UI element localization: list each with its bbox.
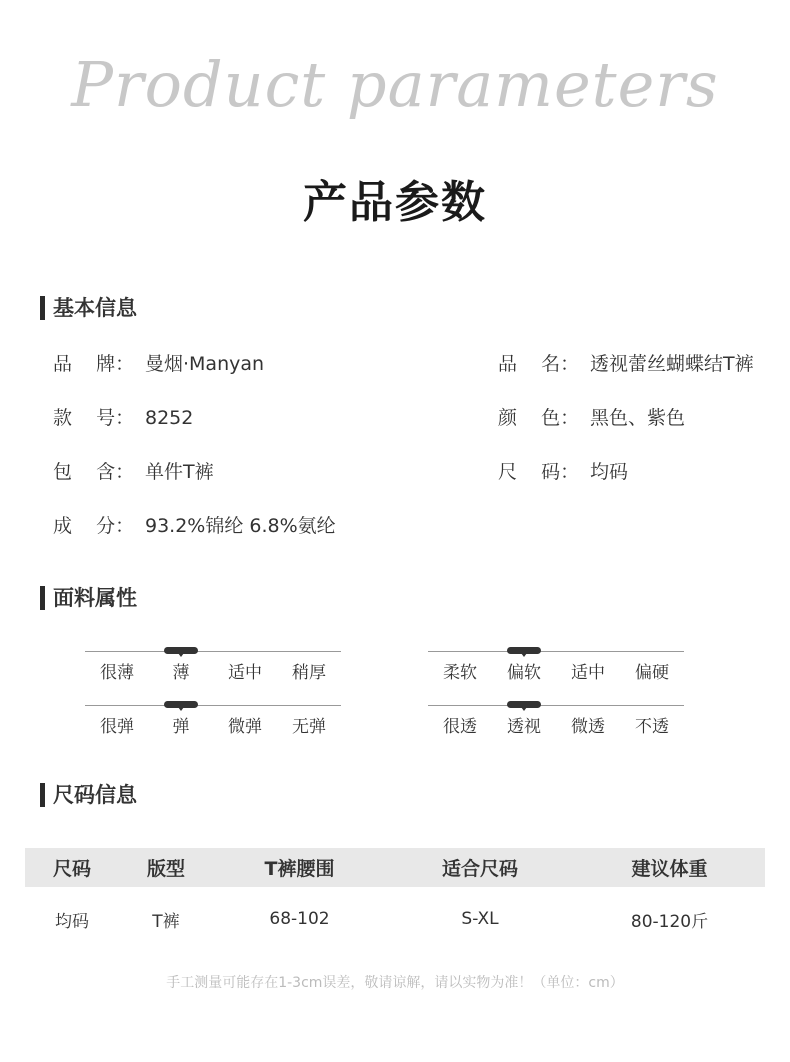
- info-value: 透视蕾丝蝴蝶结T裤: [590, 353, 754, 375]
- table-header-row: [25, 848, 765, 887]
- info-label: 成 分：: [53, 515, 135, 537]
- scale-option: 偏硬: [635, 663, 669, 683]
- scale-option: 微透: [571, 717, 605, 737]
- scale-option: 稍厚: [292, 663, 326, 683]
- table-row: [25, 887, 765, 951]
- info-value: 93.2%锦纶 6.8%氨纶: [145, 515, 336, 537]
- info-label: 包 含：: [53, 461, 135, 483]
- table-header-cell: 建议体重: [574, 848, 765, 887]
- scale-selected-marker: [507, 701, 541, 708]
- scale-selected-marker: [507, 647, 541, 654]
- info-value: 8252: [145, 407, 194, 429]
- fabric-scale-elasticity: [85, 705, 341, 749]
- info-label: 颜 色：: [498, 407, 580, 429]
- table-header-cell: 版型: [119, 848, 213, 887]
- table-header-cell: T裤腰围: [213, 848, 386, 887]
- info-value: 单件T裤: [145, 461, 214, 483]
- scale-line: [428, 651, 684, 652]
- scale-option: 无弹: [292, 717, 326, 737]
- info-label: 品 名：: [498, 353, 580, 375]
- info-value: 曼烟·Manyan: [145, 353, 265, 375]
- scale-selected-marker: [164, 647, 198, 654]
- info-label: 品 牌：: [53, 353, 135, 375]
- scale-option-selected: 弹: [172, 717, 190, 737]
- info-label: 款 号：: [53, 407, 135, 429]
- table-cell: 均码: [55, 911, 89, 932]
- info-value: 黑色、紫色: [590, 407, 686, 429]
- scale-option: 微弹: [228, 717, 262, 737]
- scale-option: 适中: [228, 663, 262, 683]
- scale-line: [85, 651, 341, 652]
- table-cell: S-XL: [461, 909, 499, 929]
- scale-selected-marker: [164, 701, 198, 708]
- scale-option: 不透: [635, 717, 669, 737]
- basic-info-heading: 基本信息: [40, 295, 137, 321]
- scale-option-selected: 薄: [172, 663, 190, 683]
- size-info-heading: 尺码信息: [40, 782, 137, 808]
- size-table: [25, 848, 765, 951]
- info-value: 均码: [590, 461, 629, 483]
- table-cell: T裤: [152, 911, 180, 932]
- scale-option: 很弹: [100, 717, 134, 737]
- fabric-scale-thickness: [85, 651, 341, 695]
- measurement-note: 手工测量可能存在1-3cm误差，敬请谅解，请以实物为准！（单位：cm）: [166, 975, 624, 991]
- scale-option: 很透: [443, 717, 477, 737]
- script-title: Product parameters: [71, 48, 719, 121]
- scale-option-selected: 偏软: [507, 663, 541, 683]
- scale-option: 很薄: [100, 663, 134, 683]
- table-cell: 68-102: [269, 909, 330, 929]
- scale-line: [85, 705, 341, 706]
- info-label: 尺 码：: [498, 461, 580, 483]
- scale-line: [428, 705, 684, 706]
- table-header-cell: 尺码: [25, 848, 119, 887]
- fabric-scale-softness: [428, 651, 684, 695]
- scale-option: 适中: [571, 663, 605, 683]
- fabric-heading: 面料属性: [40, 585, 137, 611]
- table-cell: 80-120斤: [630, 911, 709, 932]
- scale-option-selected: 透视: [507, 717, 541, 737]
- page-title: 产品参数: [303, 177, 487, 228]
- fabric-scale-transparency: [428, 705, 684, 749]
- scale-option: 柔软: [443, 663, 477, 683]
- table-header-cell: 适合尺码: [386, 848, 574, 887]
